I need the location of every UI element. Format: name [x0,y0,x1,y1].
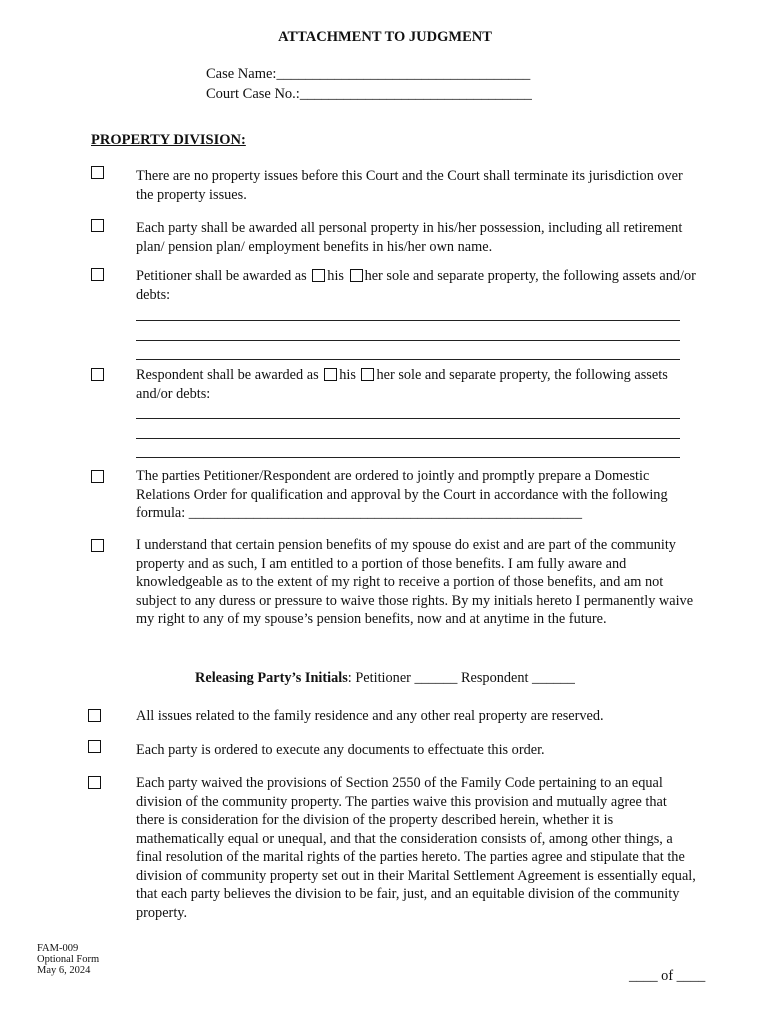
no-property-issues-checkbox[interactable] [91,166,104,179]
form-id: FAM-009 [37,943,79,954]
petitioner-award-prefix: Petitioner shall be awarded as [136,268,307,284]
domestic-relations-order-checkbox[interactable] [91,470,104,483]
respondent-his-label: his [339,367,356,383]
court-case-number-field[interactable]: Court Case No.:________________________________ [206,86,532,102]
respondent-assets-line-1[interactable] [136,418,680,419]
petitioner-assets-line-1[interactable] [136,320,680,321]
page-number: ____ of ____ [629,968,706,984]
petitioner-assets-line-2[interactable] [136,340,680,341]
releasing-party-initials[interactable] [0,670,770,687]
no-property-issues-text: There are no property issues before this Court and the Court shall terminate its jurisdiction over the property issues. [136,168,683,203]
respondent-award-text [136,366,696,403]
petitioner-her-checkbox[interactable] [350,269,363,282]
execute-documents-text: Each party is ordered to execute any documents to effectuate this order. [136,742,545,758]
respondent-award-suffix: her sole and separate property, the following assets and/or debts: [136,367,668,402]
execute-documents-checkbox[interactable] [88,740,101,753]
petitioner-award-checkbox[interactable] [91,268,104,281]
form-footer [37,943,99,976]
family-residence-checkbox[interactable] [88,709,101,722]
initials-fields[interactable]: : Petitioner ______ Respondent ______ [347,670,575,686]
section-heading-property-division: PROPERTY DIVISION: [91,132,246,148]
form-type: Optional Form [37,954,100,965]
petitioner-award-text [136,267,696,304]
petitioner-his-label: his [327,268,344,284]
case-name-field[interactable]: Case Name:___________________________________ [206,66,531,82]
pension-waiver-text: I understand that certain pension benefits of my spouse do exist and are part of the community property and as such, I am entitled to a portion of those benefits. I am fully aware and knowledgeable as to the extent of my right to receive a portion of those benefits, and am not subject to any duress or pressure to waive those rights. By my initials hereto I permanently waive my right to any of my spouse’s pension benefits, now and at anytime in the future. [136,537,694,627]
respondent-assets-line-2[interactable] [136,438,680,439]
domestic-relations-order-text: The parties Petitioner/Respondent are ordered to jointly and promptly prepare a Domestic Relations Order for qualification and approval by the Court in accordance with the following formula: _______________________________________________________ [136,468,668,521]
respondent-award-prefix: Respondent shall be awarded as [136,367,319,383]
respondent-assets-line-3[interactable] [136,457,680,458]
personal-property-checkbox[interactable] [91,219,104,232]
respondent-her-checkbox[interactable] [361,368,374,381]
respondent-award-checkbox[interactable] [91,368,104,381]
personal-property-text: Each party shall be awarded all personal property in his/her possession, including all retirement plan/ pension plan/ employment benefits in his/her own name. [136,220,683,255]
petitioner-award-suffix: her sole and separate property, the following assets and/or debts: [136,268,696,303]
respondent-his-checkbox[interactable] [324,368,337,381]
petitioner-assets-line-3[interactable] [136,359,680,360]
section-2550-waiver-checkbox[interactable] [88,776,101,789]
section-2550-waiver-text: Each party waived the provisions of Section 2550 of the Family Code pertaining to an equal division of the community property. The parties waive this provision and mutually agree that there is consideration for the division of the property described herein, whether it is mathematically equal or unequal, and that the consideration consists of, among other things, a final resolution of the marital rights of the parties hereto. The parties agree and stipulate that the division of community property set out in their Marital Settlement Agreement is essentially equal, that each party believes the division to be fair, just, and an equitable division of the community property. [136,775,696,921]
initials-label: Releasing Party’s Initials [195,670,348,686]
pension-waiver-checkbox[interactable] [91,539,104,552]
document-title: ATTACHMENT TO JUDGMENT [278,29,492,45]
form-date: May 6, 2024 [37,965,91,976]
family-residence-text: All issues related to the family residence and any other real property are reserved. [136,708,604,724]
petitioner-his-checkbox[interactable] [312,269,325,282]
